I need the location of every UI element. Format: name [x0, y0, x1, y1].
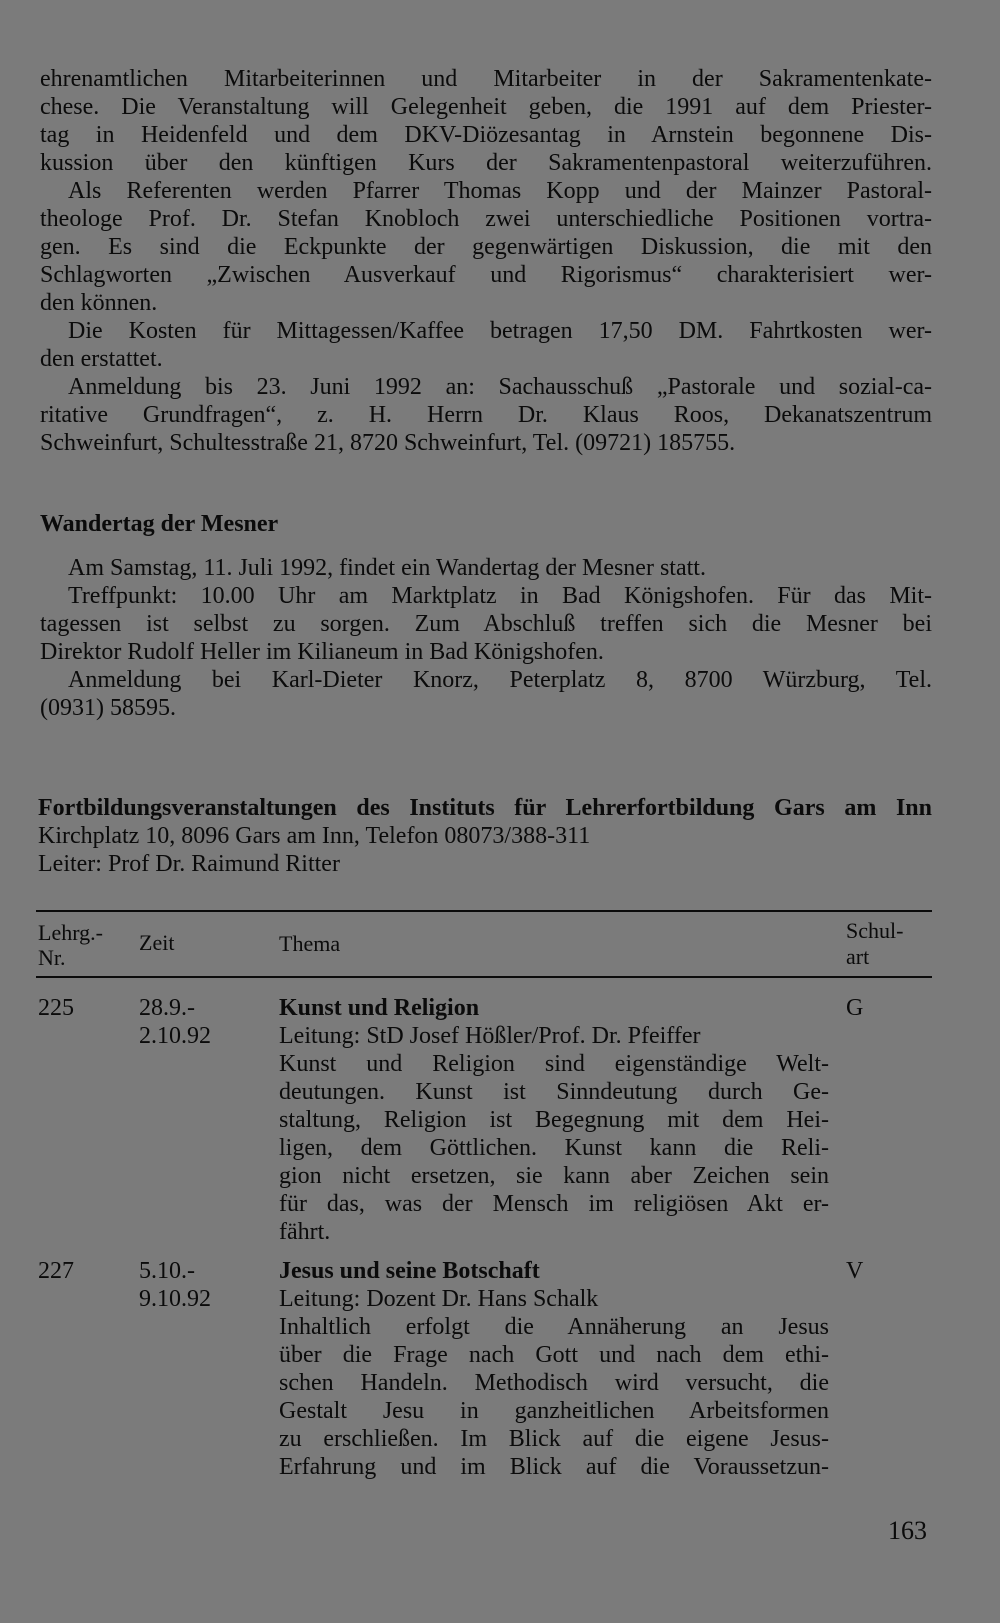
wandertag-line: Anmeldung bei Karl-Dieter Knorz, Peterplatz 8, 8700 Würzburg, Tel.: [68, 667, 932, 693]
intro-line: tag in Heidenfeld und dem DKV-Diözesantag in Arnstein begonnene Dis-: [40, 122, 932, 148]
anmeldung-line: Schweinfurt, Schultesstraße 21, 8720 Schweinfurt, Tel. (09721) 185755.: [40, 430, 736, 456]
row-title: Kunst und Religion: [279, 995, 480, 1021]
kosten-line: den erstattet.: [40, 346, 163, 372]
row-zeit-from: 5.10.-: [139, 1258, 195, 1284]
anmeldung-line: ritative Grundfragen“, z. H. Herrn Dr. Klaus Roos, Dekanatszentrum: [40, 402, 932, 428]
row-schulart: V: [846, 1258, 864, 1284]
row-description-line: fährt.: [279, 1219, 331, 1245]
referenten-line: theologe Prof. Dr. Stefan Knobloch zwei unterschiedliche Positionen vortra-: [40, 206, 932, 232]
referenten-line: Schlagworten „Zwischen Ausverkauf und Rigorismus“ charakterisiert wer-: [40, 262, 932, 288]
referenten-line: den können.: [40, 290, 158, 316]
institut-heading: Fortbildungsveranstaltungen des Instituts für Lehrerfortbildung Gars am Inn: [38, 795, 932, 821]
row-zeit-to: 9.10.92: [139, 1286, 211, 1312]
header-zeit: Zeit: [139, 930, 175, 955]
institut-leiter: Leiter: Prof Dr. Raimund Ritter: [38, 851, 340, 877]
wandertag-heading: Wandertag der Mesner: [40, 511, 279, 537]
intro-line: chese. Die Veranstaltung will Gelegenheit geben, die 1991 auf dem Priester-: [40, 94, 932, 120]
intro-line: ehrenamtlichen Mitarbeiterinnen und Mitarbeiter in der Sakramentenkate-: [40, 66, 932, 92]
table-header-rule: [36, 976, 932, 978]
page-number: 163: [888, 1516, 927, 1545]
wandertag-line: Direktor Rudolf Heller im Kilianeum in Bad Königshofen.: [40, 639, 604, 665]
kosten-line: Die Kosten für Mittagessen/Kaffee betragen 17,50 DM. Fahrtkosten wer-: [68, 318, 932, 344]
referenten-line: Als Referenten werden Pfarrer Thomas Kopp und der Mainzer Pastoral-: [68, 178, 932, 204]
row-schulart: G: [846, 995, 864, 1021]
header-schulart: art: [846, 944, 870, 969]
row-description-line: Kunst und Religion sind eigenständige Welt-: [279, 1051, 829, 1077]
institut-address: Kirchplatz 10, 8096 Gars am Inn, Telefon 08073/388-311: [38, 823, 591, 849]
row-leitung: Leitung: Dozent Dr. Hans Schalk: [279, 1286, 599, 1312]
row-description-line: für das, was der Mensch im religiösen Akt er-: [279, 1191, 829, 1217]
row-description-line: deutungen. Kunst ist Sinndeutung durch Ge-: [279, 1079, 829, 1105]
row-description-line: gion nicht ersetzen, sie kann aber Zeichen sein: [279, 1163, 829, 1189]
row-nr: 225: [38, 995, 74, 1021]
intro-line: kussion über den künftigen Kurs der Sakramentenpastoral weiterzuführen.: [40, 150, 932, 176]
row-title: Jesus und seine Botschaft: [279, 1258, 540, 1284]
row-leitung: Leitung: StD Josef Hößler/Prof. Dr. Pfeiffer: [279, 1023, 701, 1049]
anmeldung-line: Anmeldung bis 23. Juni 1992 an: Sachausschuß „Pastorale und sozial-ca-: [68, 374, 932, 400]
referenten-line: gen. Es sind die Eckpunkte der gegenwärtigen Diskussion, die mit den: [40, 234, 932, 260]
header-schulart: Schul-: [846, 918, 904, 943]
header-nr: Lehrg.-: [38, 920, 103, 945]
wandertag-line: tagessen ist selbst zu sorgen. Zum Abschluß treffen sich die Mesner bei: [40, 611, 932, 637]
wandertag-line: Am Samstag, 11. Juli 1992, findet ein Wandertag der Mesner statt.: [68, 555, 706, 581]
row-description-line: staltung, Religion ist Begegnung mit dem Hei-: [279, 1107, 829, 1133]
row-description-line: zu erschließen. Im Blick auf die eigene Jesus-: [279, 1426, 829, 1452]
row-zeit-from: 28.9.-: [139, 995, 195, 1021]
row-description-line: über die Frage nach Gott und nach dem ethi-: [279, 1342, 829, 1368]
wandertag-line: Treffpunkt: 10.00 Uhr am Marktplatz in Bad Königshofen. Für das Mit-: [68, 583, 932, 609]
wandertag-line: (0931) 58595.: [40, 695, 176, 721]
row-description-line: Gestalt Jesu in ganzheitlichen Arbeitsformen: [279, 1398, 829, 1424]
row-description-line: schen Handeln. Methodisch wird versucht, die: [279, 1370, 829, 1396]
row-nr: 227: [38, 1258, 74, 1284]
row-description-line: Erfahrung und im Blick auf die Voraussetzun-: [279, 1454, 829, 1480]
table-top-rule: [36, 910, 932, 912]
row-description-line: ligen, dem Göttlichen. Kunst kann die Reli-: [279, 1135, 829, 1161]
row-zeit-to: 2.10.92: [139, 1023, 211, 1049]
header-thema: Thema: [279, 931, 341, 956]
row-description-line: Inhaltlich erfolgt die Annäherung an Jesus: [279, 1314, 829, 1340]
header-nr: Nr.: [38, 945, 66, 970]
